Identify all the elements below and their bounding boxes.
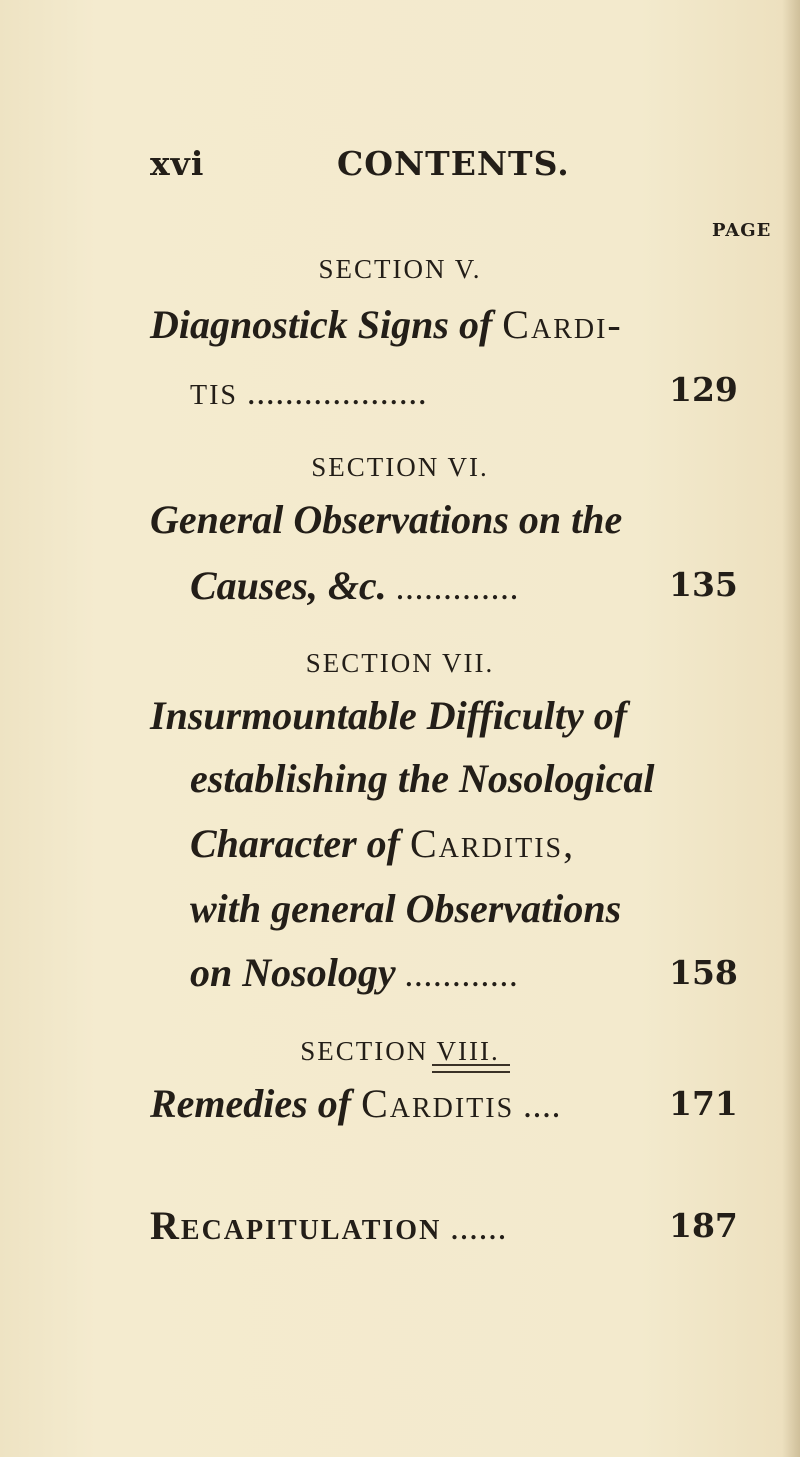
toc-entry-line (150, 692, 627, 739)
section-heading: SECTION V. (318, 254, 482, 284)
page-number: 187 (669, 1206, 738, 1245)
entry-title: General Observations on the (150, 497, 623, 542)
dot-leader: ............. (396, 576, 521, 605)
entry-caps: Carditis, (410, 821, 576, 866)
folio-number: xvi (150, 144, 205, 183)
running-title: CONTENTS. (337, 144, 570, 183)
toc-entry-line (150, 301, 623, 348)
section-heading: SECTION VIII. (300, 1036, 500, 1066)
toc-entry-line (190, 755, 655, 802)
entry-title: Insurmountable Difficulty of (150, 693, 628, 738)
toc-entry-line (190, 562, 520, 609)
page-number: 158 (669, 953, 738, 992)
entry-title: Remedies of (150, 1081, 352, 1126)
dot-leader: ...... (451, 1216, 509, 1245)
entry-title: with general Observations (190, 886, 622, 931)
page-edge-shadow (782, 0, 800, 1457)
entry-title: establishing the Nosological (190, 756, 655, 801)
page-number: 171 (669, 1084, 738, 1123)
page-column-label: PAGE (712, 220, 772, 241)
toc-entry-line (150, 496, 622, 543)
page-number: 135 (669, 565, 738, 604)
toc-entry-line (190, 820, 575, 867)
section-heading: SECTION VII. (305, 648, 495, 678)
entry-caps: tis (190, 368, 238, 413)
decorative-rule (432, 1064, 510, 1073)
entry-title: on Nosology (190, 950, 396, 995)
dot-leader: .... (524, 1094, 563, 1123)
toc-entry-line (150, 1080, 562, 1127)
entry-caps: Cardi- (502, 302, 623, 347)
dot-leader: ............ (405, 963, 520, 992)
entry-title: Diagnostick Signs of (150, 302, 493, 347)
entry-caps: Recapitulation (150, 1203, 442, 1248)
toc-entry-line (190, 367, 429, 414)
toc-entry-line (190, 949, 520, 996)
entry-title: Character of (190, 821, 400, 866)
toc-entry-line (190, 885, 621, 932)
toc-entry-line (150, 1202, 508, 1249)
page-number: 129 (669, 370, 738, 409)
entry-caps: Carditis (361, 1081, 515, 1126)
section-heading: SECTION VI. (311, 452, 489, 482)
dot-leader: ................... (248, 381, 429, 410)
entry-title: Causes, &c. (190, 563, 387, 608)
